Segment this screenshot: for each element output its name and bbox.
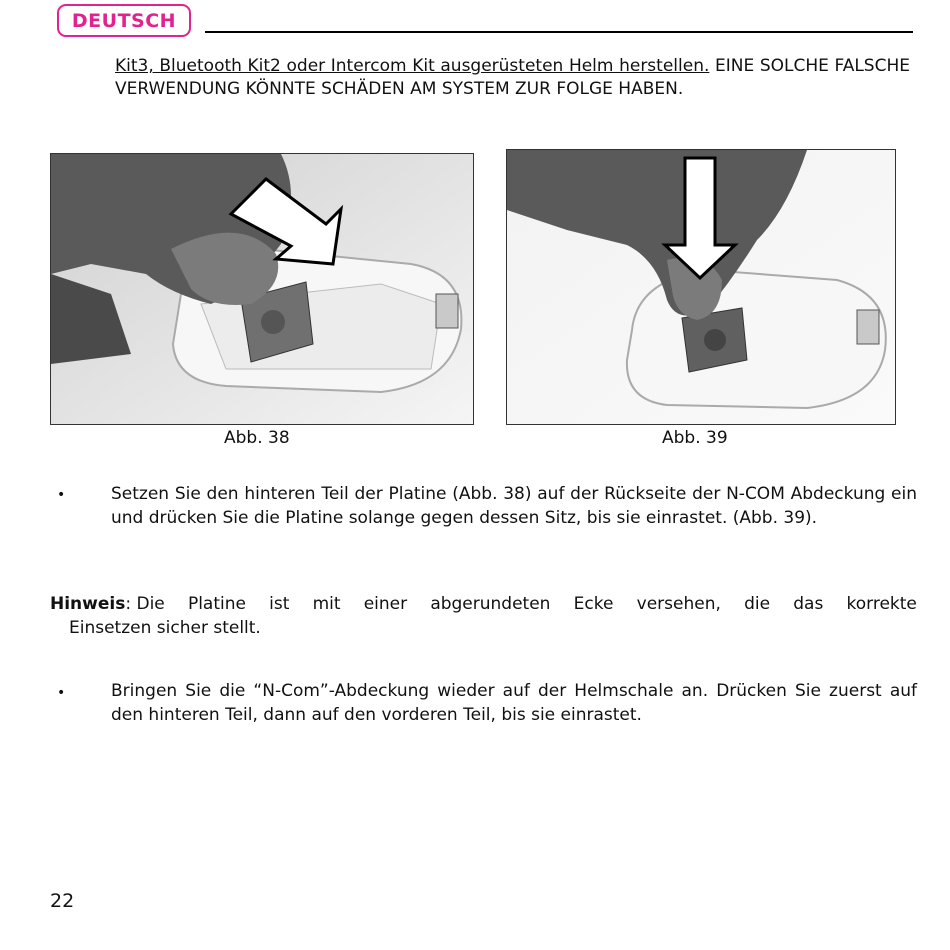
figure-39-photo <box>506 149 896 425</box>
language-badge <box>57 4 191 37</box>
note-word: das <box>793 594 824 614</box>
note-word: abgerundeten <box>430 594 551 614</box>
note-line-2: Einsetzen sicher stellt. <box>69 618 261 638</box>
header-rule <box>205 31 913 33</box>
note-word: die <box>744 594 771 614</box>
note-word: einer <box>363 594 408 614</box>
instruction-step-2: Bringen Sie die “N-Com”-Abdeckung wieder auf der Helmschale an. Drücken Sie zuerst auf den hinteren Teil, dann auf den vorderen Teil, bis sie einrastet. <box>111 681 917 725</box>
note-word: korrekte <box>846 594 917 614</box>
note-word: : Die <box>125 594 165 614</box>
page-number: 22 <box>50 890 75 912</box>
note-label: Hinweis <box>50 594 126 614</box>
intro-warning-text: EINE SOLCHE FALSCHE VERWENDUNG KÖNNTE SCHÄDEN AM SYSTEM ZUR FOLGE HABEN. <box>115 56 910 99</box>
note-first-cluster <box>50 592 165 616</box>
note-paragraph <box>50 592 917 640</box>
bullet-icon: • <box>57 487 66 503</box>
note-word: ist <box>269 594 290 614</box>
language-badge-label: DEUTSCH <box>71 9 177 32</box>
note-word: versehen, <box>636 594 721 614</box>
intro-paragraph <box>115 55 910 101</box>
intro-underlined-text: Kit3, Bluetooth Kit2 oder Intercom Kit ausgerüsteten Helm herstellen. <box>115 56 710 76</box>
note-word: Platine <box>187 594 246 614</box>
bullet-icon: • <box>57 685 66 701</box>
figure-38-caption: Abb. 38 <box>224 428 290 448</box>
figure-39-caption: Abb. 39 <box>662 428 728 448</box>
note-word: Ecke <box>573 594 614 614</box>
instruction-step-1: Setzen Sie den hinteren Teil der Platine (Abb. 38) auf der Rückseite der N-COM Abdeckung ein und drücken Sie die Platine solange gegen dessen Sitz, bis sie einrastet. (Abb. 39). <box>111 484 917 528</box>
note-word: mit <box>312 594 341 614</box>
note-line-1 <box>50 592 917 616</box>
figure-38-photo <box>50 153 474 425</box>
